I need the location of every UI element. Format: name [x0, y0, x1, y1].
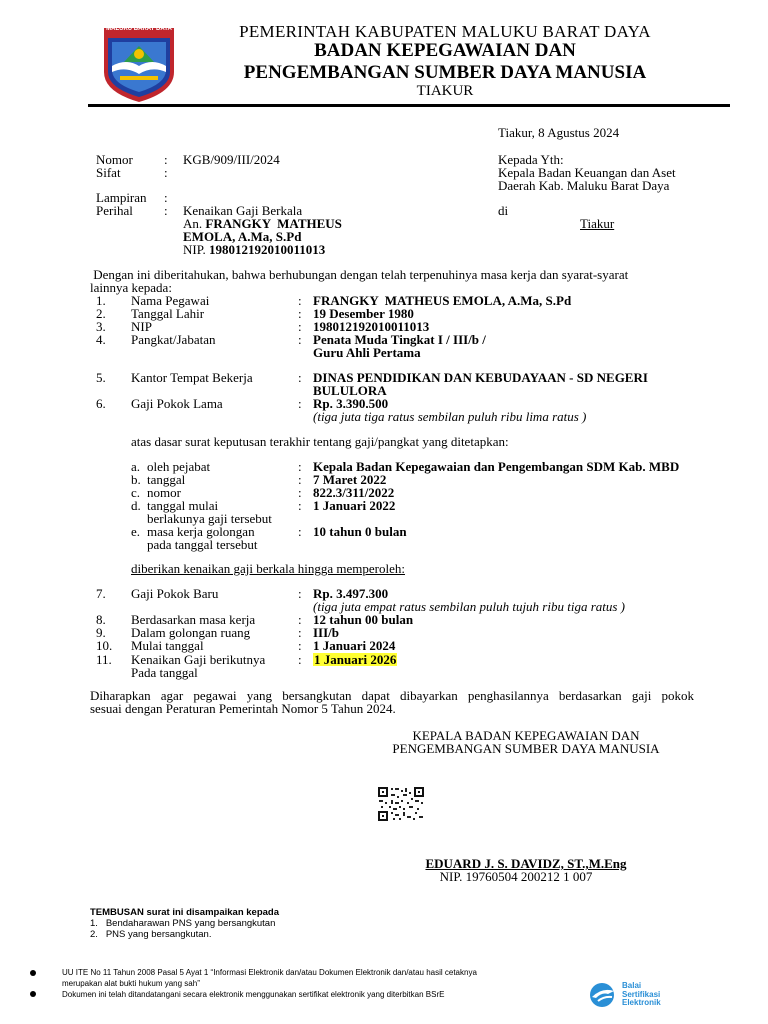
item-4-value: Penata Muda Tingkat I / III/b / — [313, 332, 486, 347]
lampiran-label: Lampiran — [96, 190, 147, 205]
item-9-no: 9. — [96, 625, 106, 640]
lampiran-colon: : — [164, 190, 168, 205]
regency-logo — [98, 22, 180, 104]
item-9-label: Dalam golongan ruang — [131, 625, 251, 640]
signer-title-line2: PENGEMBANGAN SUMBER DAYA MANUSIA — [392, 741, 660, 756]
nomor-colon: : — [164, 152, 168, 167]
item-7-colon: : — [298, 586, 302, 601]
item-9-value: III/b — [313, 625, 340, 640]
sub-a-value: Kepala Badan Kepegawaian dan Pengembangan SDM Kab. MBD — [313, 459, 680, 474]
sub-c-value: 822.3/311/2022 — [313, 485, 395, 500]
item-5-no: 5. — [96, 370, 106, 385]
header-rule — [88, 104, 730, 107]
item-8-colon: : — [298, 612, 302, 627]
perihal-nip: NIP. 198012192010011013 — [183, 242, 326, 257]
sub-e-value: 10 tahun 0 bulan — [313, 524, 407, 539]
sub-b-label: tanggal — [147, 472, 186, 487]
item-11-label: Kenaikan Gaji berikutnya — [131, 652, 266, 667]
item-8-no: 8. — [96, 612, 106, 627]
signer-nip: NIP. 19760504 200212 1 007 — [439, 869, 593, 884]
header-government: PEMERINTAH KABUPATEN MALUKU BARAT DAYA — [239, 22, 651, 41]
bsre-logo-icon — [588, 982, 618, 1008]
item-11-no: 11. — [96, 652, 112, 667]
item-2-label: Tanggal Lahir — [131, 306, 205, 321]
place-date: Tiakur, 8 Agustus 2024 — [498, 125, 620, 140]
item-9-colon: : — [298, 625, 302, 640]
perihal-label: Perihal — [96, 203, 133, 218]
logo-text: MALUKU BARAT DAYA — [106, 26, 172, 32]
bsre-label: Balai Sertifikasi Elektronik — [622, 981, 661, 1007]
item-4-colon: : — [298, 332, 302, 347]
sub-a-label: oleh pejabat — [147, 459, 211, 474]
header-agency-line2: PENGEMBANGAN SUMBER DAYA MANUSIA — [243, 62, 647, 83]
item-5-label: Kantor Tempat Bekerja — [131, 370, 253, 385]
item-2-colon: : — [298, 306, 302, 321]
sub-d-colon: : — [298, 498, 302, 513]
item-4-value-line2: Guru Ahli Pertama — [313, 345, 421, 360]
item-7-value-words: (tiga juta empat ratus sembilan puluh tujuh ribu tiga ratus ) — [313, 599, 626, 614]
item-2-no: 2. — [96, 306, 106, 321]
item-10-colon: : — [298, 638, 302, 653]
item-8-label: Berdasarkan masa kerja — [131, 612, 256, 627]
item-7-no: 7. — [96, 586, 106, 601]
sub-a-colon: : — [298, 459, 302, 474]
sub-d-label-line2: berlakunya gaji tersebut — [147, 511, 272, 526]
item-1-label: Nama Pegawai — [131, 293, 210, 308]
item-3-value: 198012192010011013 — [313, 319, 430, 334]
footer-bullet-2 — [30, 991, 36, 997]
recipient-line2: Kepala Badan Keuangan dan Aset — [498, 165, 676, 180]
intro-line1: Dengan ini diberitahukan, bahwa berhubungan dengan telah terpenuhinya masa kerja dan syarat-syarat — [90, 267, 629, 282]
nomor-value: KGB/909/III/2024 — [183, 152, 280, 167]
recipient-place: Tiakur — [580, 216, 615, 231]
item-8-value: 12 tahun 00 bulan — [313, 612, 414, 627]
item-3-no: 3. — [96, 319, 106, 334]
sub-c-label: nomor — [147, 485, 181, 500]
item-4-label: Pangkat/Jabatan — [131, 332, 216, 347]
sub-e-label: masa kerja golongan — [147, 524, 255, 539]
item-10-value: 1 Januari 2024 — [313, 638, 396, 653]
sub-e-colon: : — [298, 524, 302, 539]
item-10-label: Mulai tanggal — [131, 638, 204, 653]
raise-text: diberikan kenaikan gaji berkala hingga memperoleh: — [131, 561, 405, 576]
item-1-value: FRANGKY MATHEUS EMOLA, A.Ma, S.Pd — [313, 293, 572, 308]
sub-b-no: b. — [131, 472, 141, 487]
recipient-greeting: Kepada Yth: — [498, 152, 564, 167]
item-6-label: Gaji Pokok Lama — [131, 396, 223, 411]
item-5-colon: : — [298, 370, 302, 385]
item-6-value: Rp. 3.390.500 — [313, 396, 389, 411]
perihal-name-line2: EMOLA, A.Ma, S.Pd — [183, 229, 302, 244]
signature-qr-code — [377, 786, 425, 822]
item-7-value: Rp. 3.497.300 — [313, 586, 389, 601]
item-4-no: 4. — [96, 332, 106, 347]
header-agency-line1: BADAN KEPEGAWAIAN DAN — [314, 40, 576, 61]
footer-bullet-1 — [30, 970, 36, 976]
item-5-value-line2: BULULORA — [313, 383, 387, 398]
cc-item-2: 2. PNS yang bersangkutan. — [90, 929, 212, 940]
sub-c-colon: : — [298, 485, 302, 500]
cc-item-1: 1. Bendaharawan PNS yang bersangkutan — [90, 918, 276, 929]
perihal-name-line1: An. FRANGKY MATHEUS — [183, 216, 342, 231]
header-city: TIAKUR — [416, 83, 474, 99]
item-6-colon: : — [298, 396, 302, 411]
perihal-subject: Kenaikan Gaji Berkala — [183, 203, 303, 218]
item-5-value: DINAS PENDIDIKAN DAN KEBUDAYAAN - SD NEGERI — [313, 370, 648, 385]
sifat-colon: : — [164, 165, 168, 180]
item-3-colon: : — [298, 319, 302, 334]
sub-d-value: 1 Januari 2022 — [313, 498, 396, 513]
closing-line2: sesuai dengan Peraturan Pemerintah Nomor 5 Tahun 2024. — [90, 701, 396, 716]
item-3-label: NIP — [131, 319, 152, 334]
perihal-colon: : — [164, 203, 168, 218]
cc-title: TEMBUSAN surat ini disampaikan kepada — [90, 907, 280, 918]
item-7-label: Gaji Pokok Baru — [131, 586, 219, 601]
recipient-di: di — [498, 203, 509, 218]
sifat-label: Sifat — [96, 165, 121, 180]
sub-b-colon: : — [298, 472, 302, 487]
sub-a-no: a. — [131, 459, 141, 474]
sub-b-value: 7 Maret 2022 — [313, 472, 387, 487]
recipient-line3: Daerah Kab. Maluku Barat Daya — [498, 178, 670, 193]
sub-e-no: e. — [131, 524, 141, 539]
signer-title-line1: KEPALA BADAN KEPEGAWAIAN DAN — [412, 728, 640, 743]
item-6-value-words: (tiga juta tiga ratus sembilan puluh ribu lima ratus ) — [313, 409, 587, 424]
closing-line1: Diharapkan agar pegawai yang bersangkutan dapat dibayarkan penghasilannya berdasarkan gaji pokok — [90, 688, 694, 703]
sub-c-no: c. — [131, 485, 141, 500]
item-2-value: 19 Desember 1980 — [313, 306, 414, 321]
item-11-label-line2: Pada tanggal — [131, 665, 198, 680]
item-6-no: 6. — [96, 396, 106, 411]
footer-ite-line1: UU ITE No 11 Tahun 2008 Pasal 5 Ayat 1 “Informasi Elektronik dan/atau Dokumen Elektronik dan/atau hasil cetaknya — [62, 968, 477, 977]
intro-line2: lainnya kepada: — [90, 280, 172, 295]
footer-bsre-statement: Dokumen ini telah ditandatangani secara elektronik menggunakan sertifikat elektronik yang diterbitkan BSrE — [62, 990, 445, 999]
signer-name: EDUARD J. S. DAVIDZ, ST.,M.Eng — [425, 856, 627, 871]
item-11-colon: : — [298, 652, 302, 667]
item-11-value: 1 Januari 2026 — [314, 652, 397, 667]
item-10-no: 10. — [96, 638, 113, 653]
sub-d-label: tanggal mulai — [147, 498, 219, 513]
footer-ite-line2: merupakan alat bukti hukum yang sah” — [62, 979, 200, 988]
sub-d-no: d. — [131, 498, 141, 513]
nomor-label: Nomor — [96, 152, 133, 167]
sub-e-label-line2: pada tanggal tersebut — [147, 537, 258, 552]
item-1-colon: : — [298, 293, 302, 308]
item-1-no: 1. — [96, 293, 106, 308]
basis-text: atas dasar surat keputusan terakhir tentang gaji/pangkat yang ditetapkan: — [131, 434, 509, 449]
